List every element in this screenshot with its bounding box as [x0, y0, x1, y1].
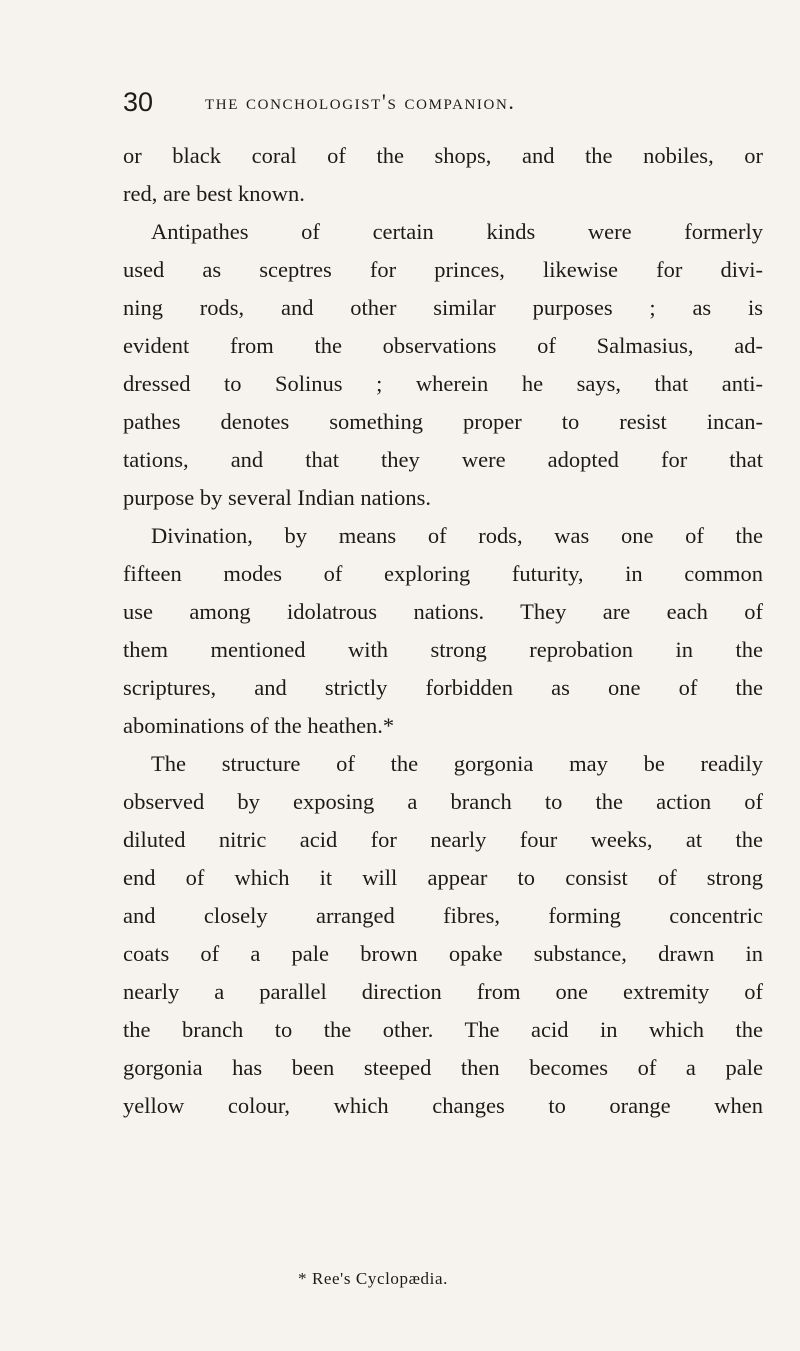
- text-line: ning rods, and other similar purposes ; as is: [123, 295, 763, 320]
- text-line: evident from the observations of Salmasius, ad-: [123, 333, 763, 358]
- text-line: the branch to the other. The acid in which the: [123, 1017, 763, 1042]
- text-line: fifteen modes of exploring futurity, in common: [123, 561, 763, 586]
- running-head: the conchologist's companion.: [205, 89, 516, 114]
- text-line: and closely arranged fibres, forming concentric: [123, 903, 763, 928]
- text-line: diluted nitric acid for nearly four weeks, at the: [123, 827, 763, 852]
- text-line: dressed to Solinus ; wherein he says, that anti-: [123, 371, 763, 396]
- text-line: yellow colour, which changes to orange when: [123, 1093, 763, 1118]
- text-line: end of which it will appear to consist of strong: [123, 865, 763, 890]
- text-line: gorgonia has been steeped then becomes of a pale: [123, 1055, 763, 1080]
- text-line: tations, and that they were adopted for that: [123, 447, 763, 472]
- text-line: Antipathes of certain kinds were formerly: [151, 219, 763, 244]
- text-line: purpose by several Indian nations.: [123, 485, 432, 510]
- text-line: nearly a parallel direction from one extremity of: [123, 979, 763, 1004]
- text-line: scriptures, and strictly forbidden as one of the: [123, 675, 763, 700]
- page-number: 30: [123, 87, 154, 117]
- text-line: coats of a pale brown opake substance, drawn in: [123, 941, 763, 966]
- page-header: [123, 82, 763, 122]
- text-line: red, are best known.: [123, 181, 305, 206]
- footnote: * Ree's Cyclopædia.: [298, 1269, 448, 1288]
- text-line: or black coral of the shops, and the nobiles, or: [123, 143, 763, 168]
- text-line: The structure of the gorgonia may be readily: [151, 751, 763, 776]
- text-line: them mentioned with strong reprobation in the: [123, 637, 763, 662]
- text-line: used as sceptres for princes, likewise for divi-: [123, 257, 763, 282]
- text-line: pathes denotes something proper to resist incan-: [123, 409, 763, 434]
- text-line: observed by exposing a branch to the action of: [123, 789, 763, 814]
- text-line: abominations of the heathen.*: [123, 713, 395, 738]
- text-line: Divination, by means of rods, was one of the: [151, 523, 763, 548]
- text-line: use among idolatrous nations. They are each of: [123, 599, 763, 624]
